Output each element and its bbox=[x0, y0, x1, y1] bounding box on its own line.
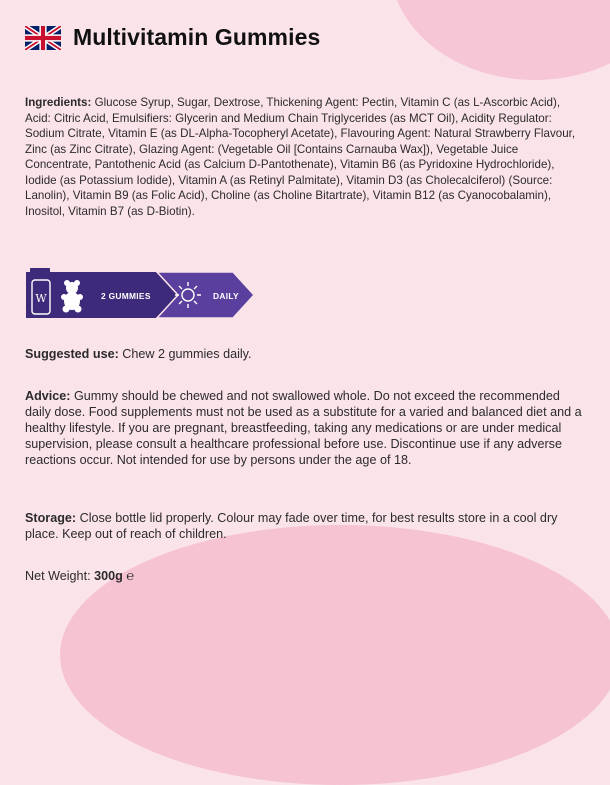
page-title: Multivitamin Gummies bbox=[73, 24, 321, 50]
estimated-sign-icon: ℮ bbox=[126, 568, 135, 583]
uk-flag-icon bbox=[25, 26, 61, 50]
storage-value: Close bottle lid properly. Colour may fade over time, for best results store in a cool dry place. Keep out of reach of children. bbox=[25, 511, 558, 541]
header bbox=[25, 24, 320, 51]
dosage-banner bbox=[26, 268, 256, 322]
ingredients-label: Ingredients: bbox=[25, 96, 92, 109]
dosage-amount-label: 2 GUMMIES bbox=[101, 291, 151, 301]
suggested-use-text bbox=[25, 346, 585, 362]
advice-label: Advice: bbox=[25, 389, 71, 403]
decorative-blob-bottom bbox=[60, 525, 610, 785]
svg-text:W: W bbox=[35, 292, 47, 305]
net-weight-text bbox=[25, 568, 585, 584]
ingredients-list: Glucose Syrup, Sugar, Dextrose, Thickening Agent: Pectin, Vitamin C (as L-Ascorbic Acid), Acid: Citric Acid, Emulsifiers: Glycerin and Medium Chain Triglycerides (as MCT Oil), Acidity Regulator: Sodium Citrate, Vitamin E (as DL-Alpha-Tocopheryl Acetate), Flavouring Agent: Natural Strawberry Flavour, Zinc (as Zinc Citrate), Glazing Agent: (Vegetable Oil [Contains Carnauba Wax]), Vegetable Juice Concentrate, Pantothenic Acid (as Calcium D-Pantothenate), Vitamin B6 (as Pyridoxine Hydrochloride), Iodide (as Potassium Iodide), Vitamin A (as Retinyl Palmitate), Vitamin D3 (as Cholecalciferol) (Source: Lanolin), Vitamin B9 (as Folic Acid), Choline (as Choline Bitartrate), Vitamin B12 (as Cyanocobalamin), Inositol, Vitamin B7 (as D-Biotin). bbox=[25, 96, 576, 218]
ingredients-text bbox=[25, 95, 585, 219]
storage-label: Storage: bbox=[25, 511, 77, 525]
decorative-blob-top bbox=[390, 0, 610, 80]
advice-value: Gummy should be chewed and not swallowed whole. Do not exceed the recommended daily dose. Food supplements must not be used as a substitute for a varied and balanced diet and a healthy lifestyle. If you are pregnant, breastfeeding, taking any medications or are under medical supervision, please consult a healthcare professional before use. Discontinue use if any adverse reactions occur. Not intended for use by persons under the age of 18. bbox=[25, 389, 582, 467]
net-weight-label: Net Weight: bbox=[25, 569, 95, 583]
advice-text bbox=[25, 388, 585, 468]
suggested-use-value: Chew 2 gummies daily. bbox=[118, 347, 252, 361]
storage-text bbox=[25, 510, 585, 542]
suggested-use-label: Suggested use: bbox=[25, 347, 119, 361]
dosage-frequency-label: DAILY bbox=[213, 291, 239, 301]
net-weight-value: 300g bbox=[94, 569, 123, 583]
